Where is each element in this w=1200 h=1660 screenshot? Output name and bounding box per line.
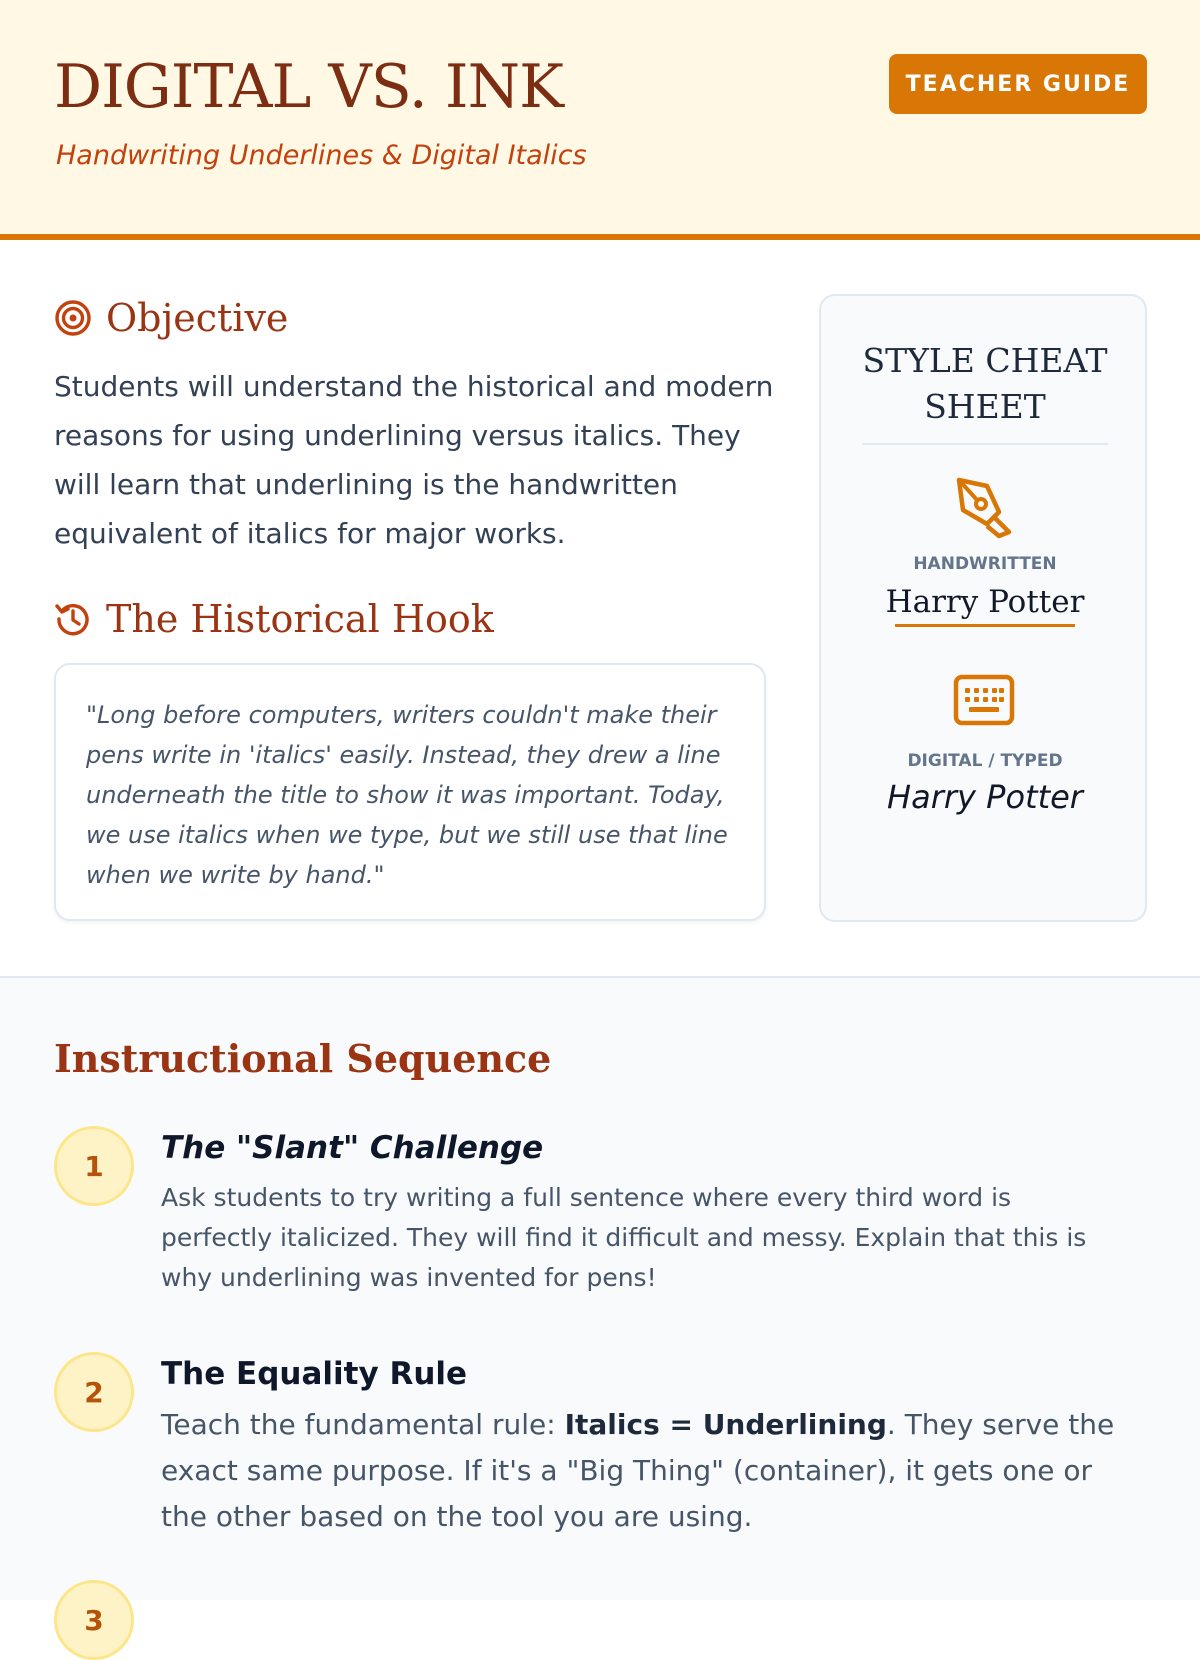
sequence-heading: Instructional Sequence <box>54 1036 552 1081</box>
target-icon <box>54 299 92 337</box>
step-body: Ask students to try writing a full sentence where every third word is perfectly italicized. They will find it difficult and messy. Explain that this is why underlining was invented for pens! <box>161 1183 1087 1292</box>
handwritten-sample: Harry Potter <box>885 584 1085 620</box>
hook-quote: "Long before computers, writers couldn't make their pens write in 'italics' easily. Instead, they drew a line underneath the title to show it was important. Today, we use italics when we type, but we still use that line when we write by hand." <box>86 701 728 889</box>
cheat-sheet-title: STYLE CHEAT SHEET <box>862 341 1108 426</box>
step-title: The Equality Rule <box>161 1356 468 1392</box>
step-body-emphasis: Italics = Underlining <box>564 1408 887 1441</box>
header-banner <box>0 0 1200 240</box>
instructional-sequence <box>0 976 1200 1637</box>
style-cheat-sheet <box>819 294 1147 922</box>
step-number: 3 <box>54 1580 134 1660</box>
hook-quote-box <box>54 663 766 921</box>
step-number: 1 <box>54 1126 134 1206</box>
hook-heading <box>54 597 494 641</box>
teacher-guide-badge: TEACHER GUIDE <box>889 54 1147 114</box>
step-number: 2 <box>54 1352 134 1432</box>
hook-heading-label: The Historical Hook <box>106 597 494 641</box>
history-icon <box>54 600 92 638</box>
keyboard-icon <box>953 674 1015 726</box>
objective-text: Students will understand the historical and modern reasons for using underlining versus italics. They will learn that underlining is the handwritten equivalent of italics for major works. <box>54 370 774 550</box>
cheat-sheet-divider <box>862 443 1108 445</box>
digital-sample: Harry Potter <box>887 778 1083 816</box>
step-body-text: . They serve the exact same purpose. If it's a "Big Thing" (container), it gets one or the other based on the tool you are using. <box>161 1408 1115 1533</box>
objective-heading-label: Objective <box>106 296 289 340</box>
page-subtitle: Handwriting Underlines & Digital Italics <box>56 140 587 171</box>
step-body-text: Teach the fundamental rule: <box>161 1408 565 1441</box>
objective-heading <box>54 296 288 340</box>
digital-label: DIGITAL / TYPED <box>907 751 1063 771</box>
step-body <box>161 1402 1121 1540</box>
step-title: The "Slant" Challenge <box>161 1130 544 1166</box>
page-title: DIGITAL VS. INK <box>54 52 563 122</box>
handwritten-label: HANDWRITTEN <box>913 554 1057 574</box>
pen-nib-icon <box>951 474 1017 540</box>
handwritten-underline <box>895 624 1075 627</box>
